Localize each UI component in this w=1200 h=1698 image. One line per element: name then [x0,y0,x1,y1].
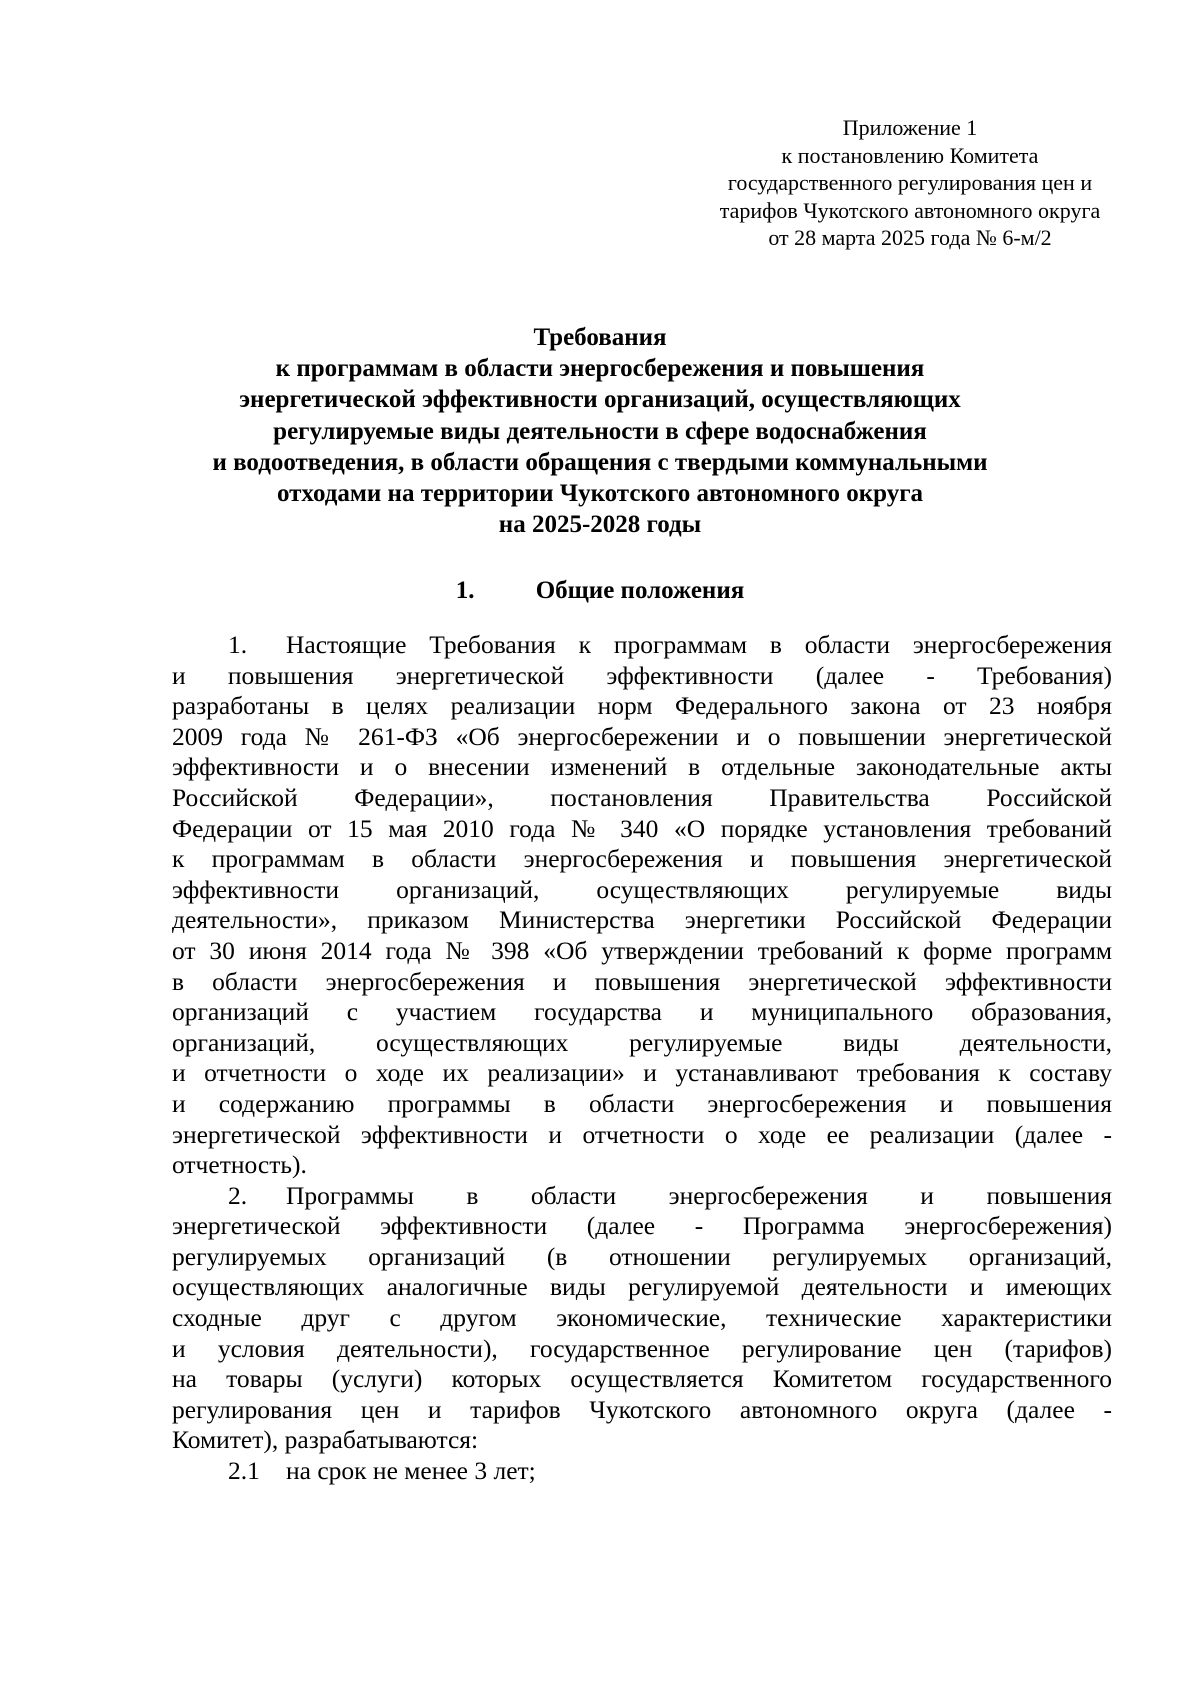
paragraph-line: разработаны в целях реализации норм Федерального закона от 23 ноября [172,691,1112,721]
paragraph-line: организаций, осуществляющих регулируемые виды деятельности, [172,1027,1112,1057]
header-line: государственного регулирования цен и [727,170,1093,195]
section-heading [0,575,1200,606]
title-line: энергетической эффективности организаций, осуществляющих [239,386,961,414]
paragraph-line: 2.1 на срок не менее 3 лет; [228,1456,536,1486]
paragraph-line: Комитет), разрабатываются: [172,1425,479,1455]
section-title: Общие положения [535,577,745,604]
paragraph-line: энергетической эффективности (далее - Программа энергосбережения) [172,1211,1112,1241]
item-number: 2.1 [228,1456,260,1486]
header-line: Приложение 1 [842,115,978,140]
document-body [172,630,1112,1487]
paragraph-line: в области энергосбережения и повышения энергетической эффективности [172,966,1112,996]
title-line: к программам в области энергосбережения и повышения [275,355,925,383]
paragraph-line: деятельности», приказом Министерства энергетики Российской Федерации [172,905,1112,935]
title-line: Требования [533,324,667,351]
paragraph-line: регулируемых организаций (в отношении регулируемых организаций, [172,1241,1112,1271]
paragraph-line: 2009 года № 261-ФЗ «Об энергосбережении и о повышении энергетической [172,721,1112,751]
paragraph-line: 2. Программы в области энергосбережения и повышения [228,1180,1112,1210]
paragraph-line: и отчетности о ходе их реализации» и устанавливают требования к составу [172,1058,1112,1088]
document-title [150,322,1050,540]
paragraph-line: сходные друг с другом экономические, технические характеристики [172,1303,1112,1333]
paragraph-line: и содержанию программы в области энергосбережения и повышения [172,1088,1112,1118]
title-line: на 2025-2028 годы [498,511,702,539]
title-line: отходами на территории Чукотского автономного округа [276,480,924,508]
header-line: к постановлению Комитета [781,142,1039,168]
title-line: регулируемые виды деятельности в сфере водоснабжения [273,417,927,445]
paragraph-item-2-1 [172,1456,1112,1487]
paragraph-line: к программам в области энергосбережения и повышения энергетической [172,844,1112,874]
header-line: от 28 марта 2025 года № 6-м/2 [768,225,1052,250]
paragraph-line: и условия деятельности), государственное регулирование цен (тарифов) [172,1333,1112,1363]
item-number: 1. [228,630,248,659]
paragraph-line: от 30 июня 2014 года № 398 «Об утверждении требований к форме программ [172,935,1112,965]
paragraph-item-1 [172,630,1112,1181]
section-number: 1. [455,577,475,604]
paragraph-line: энергетической эффективности и отчетности о ходе ее реализации (далее - [172,1119,1112,1149]
paragraph-line: 1. Настоящие Требования к программам в области энергосбережения [228,630,1112,659]
paragraph-item-2 [172,1181,1112,1456]
paragraph-line: эффективности и о внесении изменений в отдельные законодательные акты [172,752,1112,782]
paragraph-line: Федерации от 15 мая 2010 года № 340 «О порядке установления требований [172,813,1112,843]
item-number: 2. [228,1180,248,1210]
paragraph-line: на товары (услуги) которых осуществляется Комитетом государственного [172,1364,1112,1394]
paragraph-line: и повышения энергетической эффективности (далее - Требования) [172,660,1112,690]
appendix-header [690,114,1130,252]
paragraph-line: организаций с участием государства и муниципального образования, [172,997,1112,1027]
paragraph-line: Российской Федерации», постановления Правительства Российской [172,782,1112,812]
title-line: и водоотведения, в области обращения с твердыми коммунальными [212,448,988,476]
paragraph-line: осуществляющих аналогичные виды регулируемой деятельности и имеющих [172,1272,1112,1302]
header-line: тарифов Чукотского автономного округа [719,197,1101,223]
paragraph-line: отчетность). [172,1150,307,1180]
paragraph-line: эффективности организаций, осуществляющих регулируемые виды [172,874,1112,904]
paragraph-line: регулирования цен и тарифов Чукотского автономного округа (далее - [172,1394,1112,1424]
